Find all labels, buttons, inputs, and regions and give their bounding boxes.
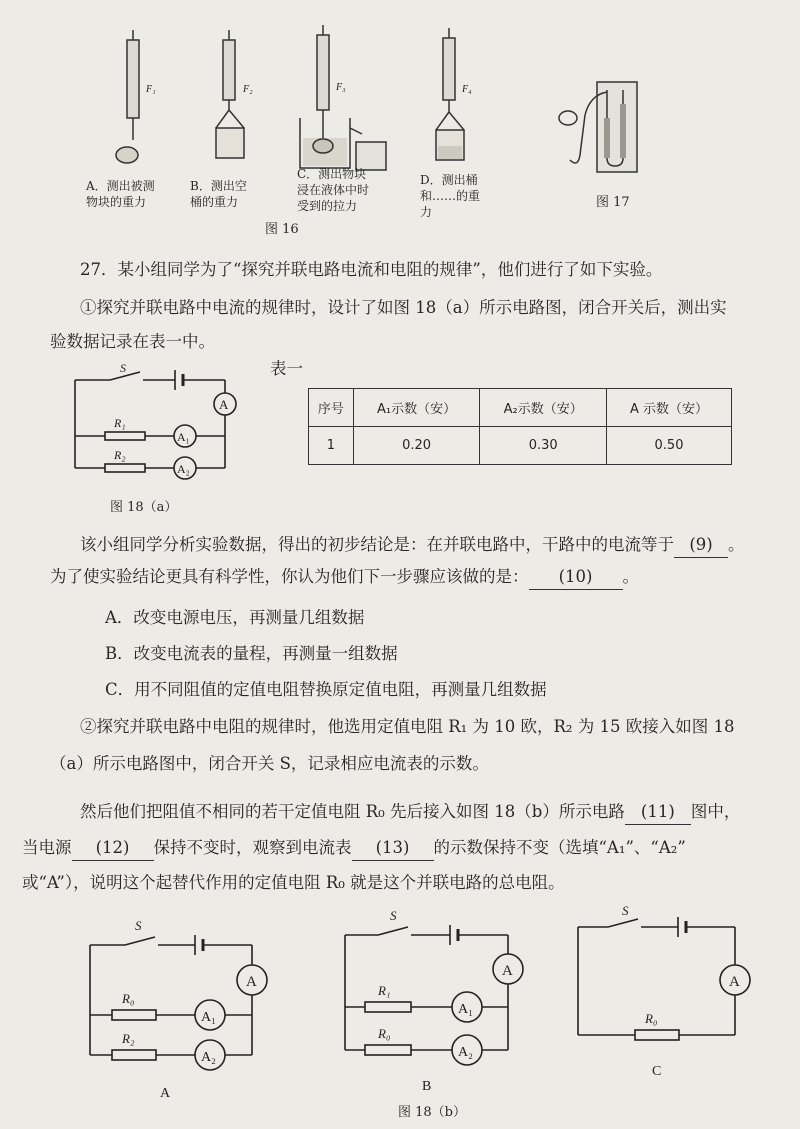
label-ammeter-a: A	[246, 974, 257, 990]
table-cell: 0.50	[607, 427, 732, 465]
fig16-label: 图 16	[265, 222, 299, 237]
part3-line3: 或“A”），说明这个起替代作用的定值电阻 R₀ 就是这个并联电路的总电阻。	[22, 873, 565, 892]
scale-c	[300, 25, 386, 170]
part3-text-a: 然后他们把阻值不相同的若干定值电阻 R₀ 先后接入如图 18（b）所示电路	[80, 802, 625, 821]
table-header: A₁示数（安）	[353, 389, 480, 427]
part3-line1	[80, 800, 740, 825]
scale-d	[436, 28, 464, 160]
circuit-18b-a	[90, 935, 267, 1070]
label-ammeter-a1: A₁	[177, 430, 190, 444]
conclusion-line1: 该小组同学分析实验数据，得出的初步结论是：在并联电路中，干路中的电流等于 (9) 。	[80, 533, 745, 558]
label-ammeter-a: A	[219, 397, 229, 412]
label-r2: R₂	[122, 1031, 135, 1046]
table-row	[309, 427, 732, 465]
label-ammeter-a2: A₂	[201, 1050, 216, 1065]
table-cell: 0.30	[480, 427, 607, 465]
part2-line1: ②探究并联电路中电阻的规律时，他选用定值电阻 R₁ 为 10 欧，R₂ 为 15 欧接入如图 18	[80, 717, 735, 736]
q27-intro: 27．某小组同学为了“探究并联电路电流和电阻的规律”，他们进行了如下实验。	[80, 260, 663, 279]
next-step-text: 为了使实验结论更具有科学性，你认为他们下一步骤应该做的是：	[50, 567, 529, 586]
label-ammeter-a1: A₁	[201, 1010, 216, 1025]
table-header: A 示数（安）	[607, 389, 732, 427]
label-ammeter-a1: A₁	[458, 1002, 473, 1017]
fig16-caption-a: A．测出被测物块的重力	[86, 179, 155, 209]
force-f4: F₄	[462, 84, 472, 95]
table-cell: 0.20	[353, 427, 480, 465]
fig17-label: 图 17	[596, 195, 630, 210]
label-r0: R₀	[645, 1011, 658, 1026]
label-s: S	[120, 361, 126, 375]
fig16-caption-b: B．测出空桶的重力	[190, 179, 247, 209]
q27-part1-line2: 验数据记录在表一中。	[50, 332, 215, 351]
table-header: A₂示数（安）	[480, 389, 607, 427]
part3-text-d: 保持不变时，观察到电流表	[153, 838, 352, 857]
conclusion-text: 该小组同学分析实验数据，得出的初步结论是：在并联电路中，干路中的电流等于	[80, 535, 674, 554]
part3-line2	[22, 836, 686, 861]
option-b[interactable]: B．改变电流表的量程，再测量一组数据	[105, 644, 398, 663]
blank-11[interactable]: (11)	[625, 800, 691, 825]
table-header: 序号	[309, 389, 354, 427]
circuit-label-c: C	[652, 1064, 662, 1079]
table-header-row	[309, 389, 732, 427]
label-r1: R₁	[378, 983, 391, 998]
part2-line2: （a）所示电路图中，闭合开关 S，记录相应电流表的示数。	[50, 754, 489, 773]
circuit-label-a: A	[160, 1086, 171, 1101]
manometer	[559, 82, 637, 172]
force-f2: F₂	[243, 84, 253, 95]
circuit-label-b: B	[422, 1079, 432, 1094]
force-f3: F₃	[336, 82, 346, 93]
label-r1: R₁	[114, 416, 126, 430]
force-f1: F₁	[146, 84, 156, 95]
table-title: 表一	[270, 359, 303, 378]
label-ammeter-a2: A₂	[177, 462, 190, 476]
part3-text-e: 的示数保持不变（选填“A₁”、“A₂”	[433, 838, 686, 857]
part3-text-c: 当电源	[22, 838, 72, 857]
label-s: S	[135, 918, 142, 933]
scale-a	[116, 30, 139, 163]
label-s: S	[390, 908, 397, 923]
label-r0: R₀	[122, 991, 135, 1006]
fig16-caption-c: C．测出物块浸在液体中时受到的拉力	[297, 167, 370, 213]
conclusion-line2: 为了使实验结论更具有科学性，你认为他们下一步骤应该做的是： (10) 。	[50, 565, 639, 590]
circuit-18a	[0, 360, 260, 490]
fig16-caption-d: D．测出桶和……的重力	[420, 173, 481, 219]
option-c[interactable]: C．用不同阻值的定值电阻替换原定值电阻，再测量几组数据	[105, 680, 547, 699]
data-table-1	[308, 388, 732, 465]
circuit-18b-b	[345, 925, 523, 1065]
circuit-18b-c	[578, 917, 750, 1040]
label-ammeter-a2: A₂	[458, 1045, 473, 1060]
label-r0: R₀	[378, 1026, 391, 1041]
blank-12[interactable]: (12)	[72, 836, 154, 861]
label-ammeter-a: A	[729, 974, 740, 990]
label-ammeter-a: A	[502, 963, 513, 979]
scale-b	[216, 30, 244, 158]
table-cell: 1	[309, 427, 354, 465]
circuit-18b	[0, 905, 800, 1105]
blank-10[interactable]: (10)	[529, 565, 623, 590]
label-r2: R₂	[114, 448, 126, 462]
part3-text-b: 图中，	[690, 802, 741, 821]
label-s: S	[622, 903, 629, 918]
blank-13[interactable]: (13)	[352, 836, 434, 861]
blank-9[interactable]: (9)	[674, 533, 728, 558]
q27-part1-line1: ①探究并联电路中电流的规律时，设计了如图 18（a）所示电路图，闭合开关后，测出实	[80, 298, 727, 317]
fig18b-label: 图 18（b）	[398, 1105, 466, 1120]
fig18a-label: 图 18（a）	[110, 500, 178, 515]
option-a[interactable]: A．改变电源电压，再测量几组数据	[105, 608, 365, 627]
